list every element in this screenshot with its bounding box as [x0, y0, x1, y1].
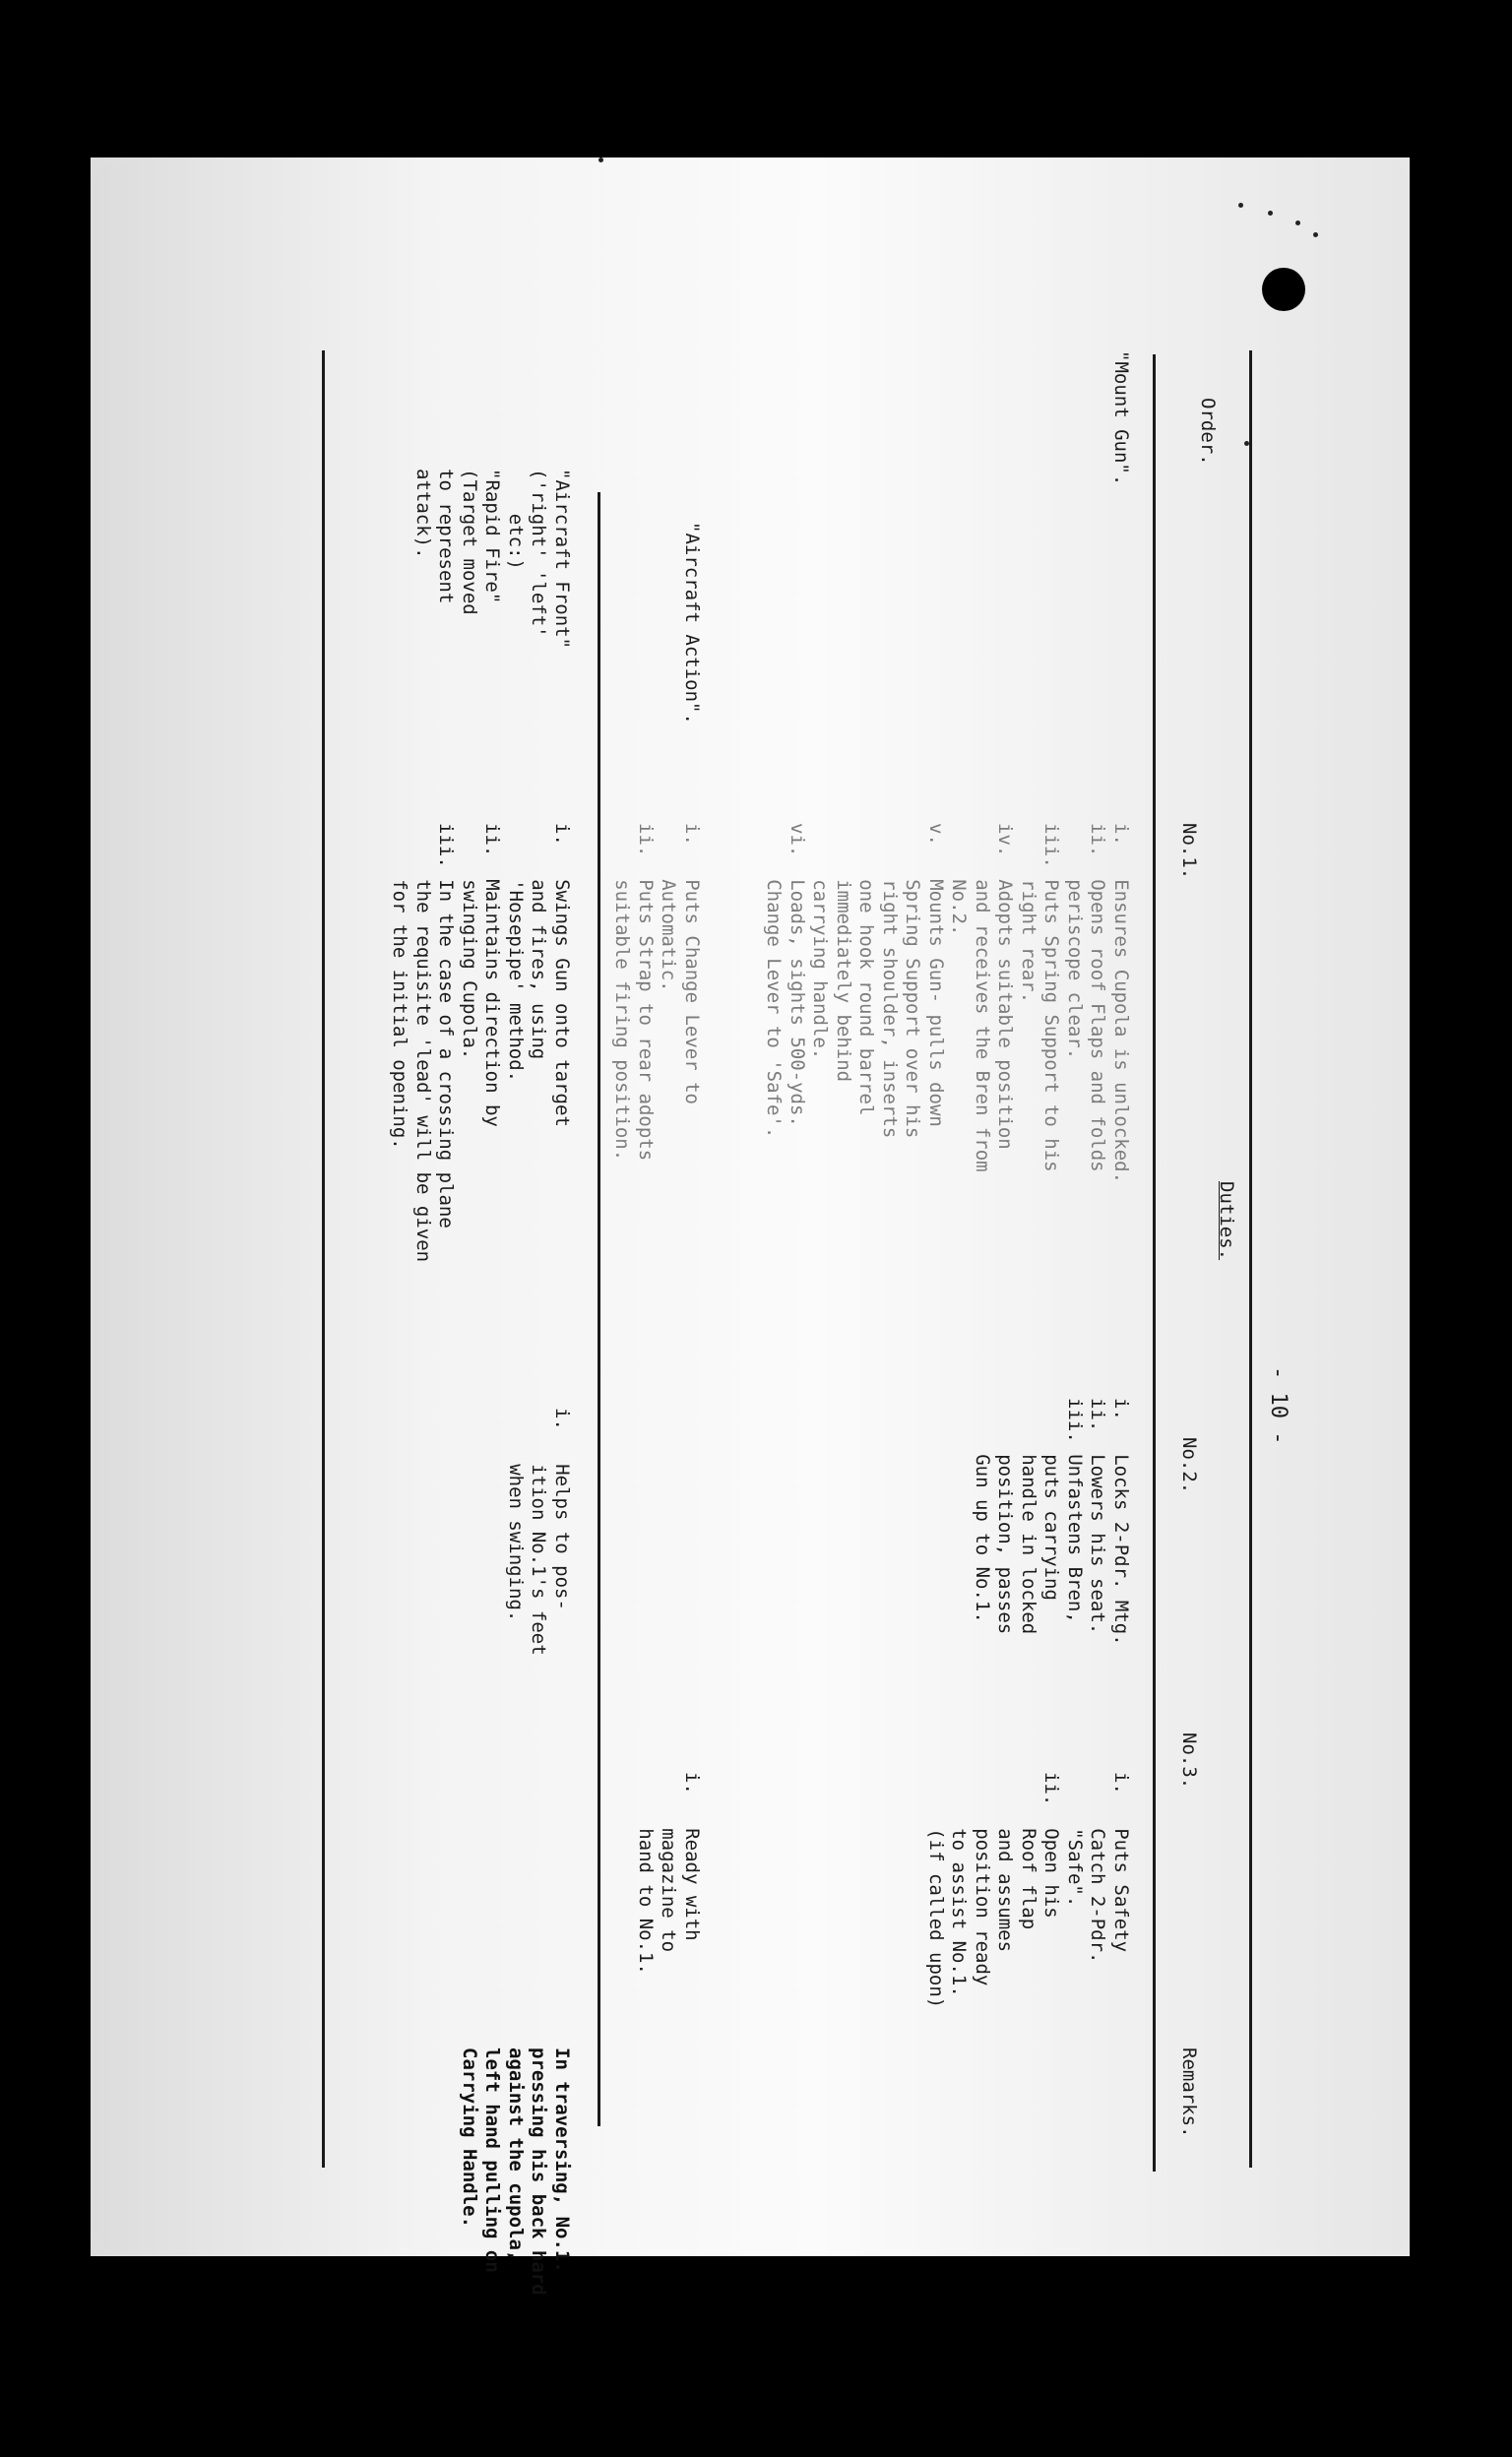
order-cell: "Mount Gun".: [1110, 350, 1132, 486]
no1-header: No.1.: [1178, 823, 1200, 880]
page-number: - 10 -: [1266, 1366, 1291, 1445]
no2-header: No.2.: [1178, 1437, 1200, 1494]
header-rule: [1153, 354, 1156, 2172]
order-cell: "Aircraft Action".: [681, 522, 703, 724]
order-header: Order.: [1197, 398, 1219, 466]
order-cell: "Aircraft Front" ('right' 'left' etc:) "Rapid Fire" (Target moved to represent attack).: [412, 469, 573, 650]
bottom-rule: [322, 350, 325, 2168]
rotated-page-content: [91, 158, 1410, 2296]
top-rule: [1249, 350, 1252, 2168]
no2-cell: i. Helps to pos- ition No.1's feet when swinging.: [505, 1408, 573, 1656]
row-rule: [598, 492, 600, 2126]
no1-cell: i. Puts Change Lever to Automatic. ii. Puts Strap to rear adopts suitable firing position.: [611, 823, 703, 1162]
remarks-header: Remarks.: [1178, 2048, 1200, 2138]
duties-header: Duties.: [1216, 1181, 1237, 1261]
no3-header: No.3.: [1178, 1732, 1200, 1790]
no1-cell: i. Swings Gun onto target and fires, using 'Hosepipe' method. ii. Maintains direction by swinging Cupola. iii. In the case of a crossing plane the requisite 'lead' will be given for the initial opening.: [389, 823, 573, 1263]
remarks-cell: In traversing, No.1. pressing his back hard against the cupola, left hand pulling on Carrying Handle.: [459, 2048, 573, 2296]
no2-cell: i. Locks 2-Pdr. Mtg. ii. Lowers his seat. iii. Unfastens Bren, puts carrying handle in locked position, passes Gun up to No.1.: [972, 1398, 1132, 1646]
no1-cell: i. Ensures Cupola is unlocked. ii. Opens roof Flaps and folds periscope clear. iii. Puts Spring Support to his right rear. iv. Adopts suitable position and receives the Bren from No.2. v. Mounts Gun- pulls down Spring Support over his right shoulder, inserts one hook round barrel immediately behind carrying handle. vi. Loads, sights 500-yds. Change Lever to 'Safe'.: [763, 823, 1132, 1184]
no3-cell: i. Ready with magazine to hand to No.1.: [635, 1772, 703, 1975]
no3-cell: i. Puts Safety Catch 2-Pdr. "Safe". ii. Open his Roof flap and assumes position ready to assist No.1. (if called upon): [925, 1772, 1132, 2009]
